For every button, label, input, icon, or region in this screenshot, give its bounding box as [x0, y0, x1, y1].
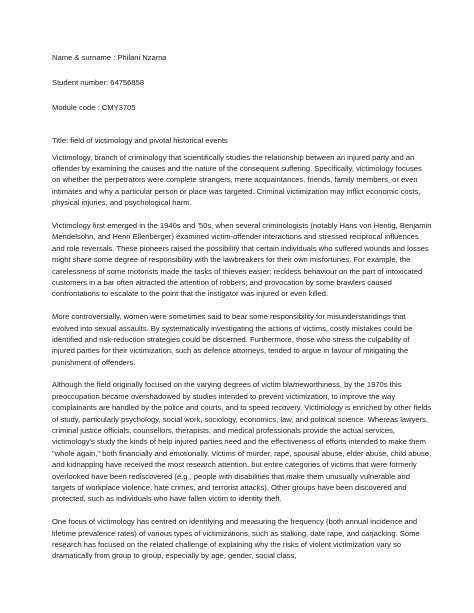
module-code-line: Module code : CMY3705	[52, 102, 136, 112]
student-number-line: Student number: 64756858	[52, 77, 145, 87]
paragraph: Victimology, branch of criminology that scientifically studies the relationship between an injured party and an offender by examining the causes and the nature of the consequent suffering. Specifically, victimology focuses on whether the perpetrators were complete strangers, mere acquaintances, friends, family members, or even intimates and why a particular person or place was targeted. Criminal victimization may inflict economic costs, physical injuries, and psychological harm.	[52, 152, 422, 208]
document-title: Title: field of victimology and pivotal historical events	[52, 136, 228, 146]
paragraph: One focus of victimology has centred on identifying and measuring the frequency (both annual incidence and lifetime prevalence rates) of various types of victimizations, such as stalking, date rape, and carjacking. Some research has focused on the related challenge of explaining why the risks of violent victimization vary so dramatically from group to group, especially by age, gender, social class,	[52, 517, 420, 561]
paragraph: Although the field originally focused on the varying degrees of victim blameworthiness, by the 1970s this preoccupation became overshadowed by studies intended to prevent victimization, to improve the way complainants are handled by the police and courts, and to speed recovery. Victimology is enriched by other fields of study, particularly psychology, social work, sociology, economics, law, and political science. Whereas lawyers, criminal justice officials, counsellors, therapists, and medical professionals provide the actual services, victimology's study the kinds of help injured parties need and the effectiveness of efforts intended to make them "whole again," both financially and emotionally. Victims of murder, rape, spousal abuse, elder abuse, child abuse, and kidnapping have received the most research attention, but entire categories of victims that were formerly overlooked have been rediscovered (e.g., people with disabilities that make them unusually vulnerable and targets of workplace violence, hate crimes, and terrorist attacks). Other groups have been discovered and protected, such as individuals who have fallen victim to identity theft.	[52, 380, 432, 504]
paragraph: More controversially, women were sometimes said to bear some responsibility for misunderstandings that evolved into sexual assaults. By systematically investigating the actions of victims, costly mistakes could be identified and risk-reduction strategies could be discerned. Furthermore, those who stress the culpability of injured parties for their victimization, such as defence attorneys, tended to argue in favour of mitigating the punishment of offenders.	[52, 312, 413, 367]
document-body	[52, 52, 432, 573]
paragraph: Victimology first emerged in the 1940s and '50s, when several criminologists (notably Hans von Hentig, Benjamin Mendelsohn, and Henri Ellenberger) examined victim-offender interactions and stressed reciprocal influences and role reversals. These pioneers raised the possibility that certain individuals who suffered wounds and losses might share some degree of responsibility with the lawbreakers for their own misfortunes. For example, the carelessness of some motorists made the tasks of thieves easier; reckless behaviour on the part of intoxicated customers in a bar often attracted the attention of robbers; and provocation by some brawlers caused confrontations to escalate to the point that the instigator was injured or even killed.	[52, 220, 432, 299]
name-line: Name & surname : Philani Nzama	[52, 53, 167, 62]
